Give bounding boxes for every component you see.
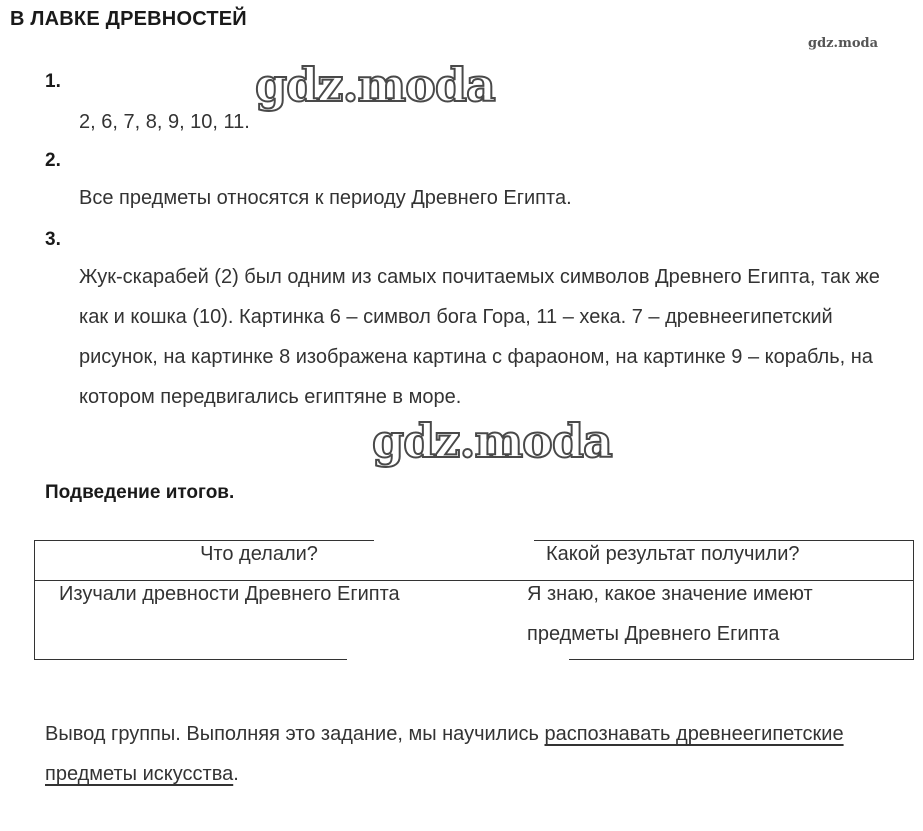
- watermark-large-2: gdz.moda: [372, 414, 612, 468]
- conclusion-suffix: .: [233, 763, 239, 785]
- summary-table: [34, 540, 914, 660]
- task-2-number: 2.: [45, 150, 61, 171]
- conclusion-text: Вывод группы. Выполняя это задание, мы научились: [45, 723, 545, 745]
- table-cell-result: Я знаю, какое значение имеют предметы Древнего Египта: [527, 583, 813, 645]
- table-header-result: Какой результат получили?: [546, 543, 800, 565]
- table-cell-what-did: Изучали древности Древнего Египта: [59, 583, 400, 605]
- task-3-answer: Жук-скарабей (2) был одним из самых почитаемых символов Древнего Египта, так же как и кошка (10). Картинка 6 – символ бога Гора, 11 – хека. 7 – древнеегипетский рисунок, на картинке 8 изображена картина с фараоном, на картинке 9 – корабль, на котором передвигались египтяне в море.: [79, 266, 880, 408]
- task-1-answer: 2, 6, 7, 8, 9, 10, 11.: [79, 111, 250, 133]
- watermark-large: gdz.moda: [255, 58, 495, 112]
- task-3-number: 3.: [45, 229, 61, 250]
- page-title: В ЛАВКЕ ДРЕВНОСТЕЙ: [10, 8, 247, 30]
- task-1-number: 1.: [45, 71, 61, 92]
- conclusion-underlined: распознавать древнеегипетские предметы искусства: [45, 723, 844, 785]
- task-2-answer: Все предметы относятся к периоду Древнего Египта.: [79, 187, 572, 209]
- conclusion: [45, 714, 905, 794]
- watermark-small: gdz.moda: [808, 36, 879, 51]
- table-header-what-did: Что делали?: [200, 543, 318, 565]
- summary-heading: Подведение итогов.: [45, 482, 235, 503]
